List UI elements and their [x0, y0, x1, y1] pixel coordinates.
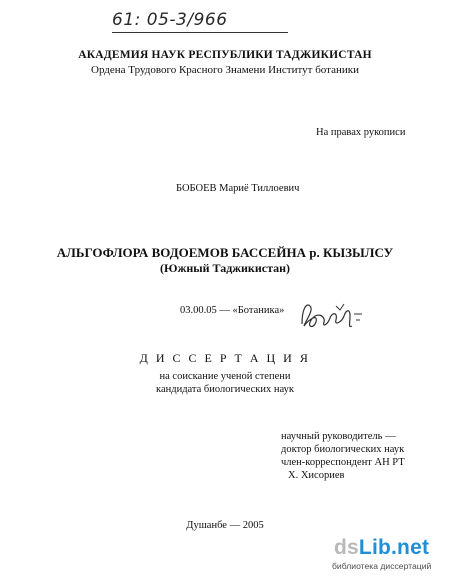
supervisor-name: Х. Хисориев [288, 470, 345, 481]
dissertation-type: Д И С С Е Р Т А Ц И Я [139, 351, 311, 365]
place-year: Душанбе — 2005 [186, 520, 264, 531]
degree-purpose-line-1: на соискание ученой степени [159, 371, 291, 382]
rights-note: На правах рукописи [316, 127, 406, 138]
supervisor-title: член-корреспондент АН РТ [281, 457, 405, 468]
dslib-caption: библиотека диссертаций [332, 561, 432, 571]
archive-number-underline [112, 32, 288, 33]
author-signature [296, 296, 366, 336]
supervisor-block [281, 430, 405, 482]
archive-number: 61: 05-3/966 [112, 10, 228, 30]
academy-name: АКАДЕМИЯ НАУК РЕСПУБЛИКИ ТАДЖИКИСТАН [78, 49, 372, 61]
dissertation-title: АЛЬГОФЛОРА ВОДОЕМОВ БАССЕЙНА р. КЫЗЫЛСУ [56, 245, 394, 260]
supervisor-role: научный руководитель — [281, 431, 396, 442]
dslib-watermark [332, 534, 442, 574]
degree-purpose-line-2: кандидата биологических наук [156, 384, 294, 395]
dissertation-subtitle: (Южный Таджикистан) [159, 261, 291, 275]
author-name: БОБОЕВ Мариё Тиллоевич [176, 183, 300, 194]
supervisor-degree: доктор биологических наук [281, 444, 405, 455]
specialty-code: 03.00.05 — «Ботаника» [180, 305, 285, 316]
institute-name: Ордена Трудового Красного Знамени Институт ботаники [91, 64, 359, 76]
dslib-logo: dsLib.net [334, 536, 430, 559]
